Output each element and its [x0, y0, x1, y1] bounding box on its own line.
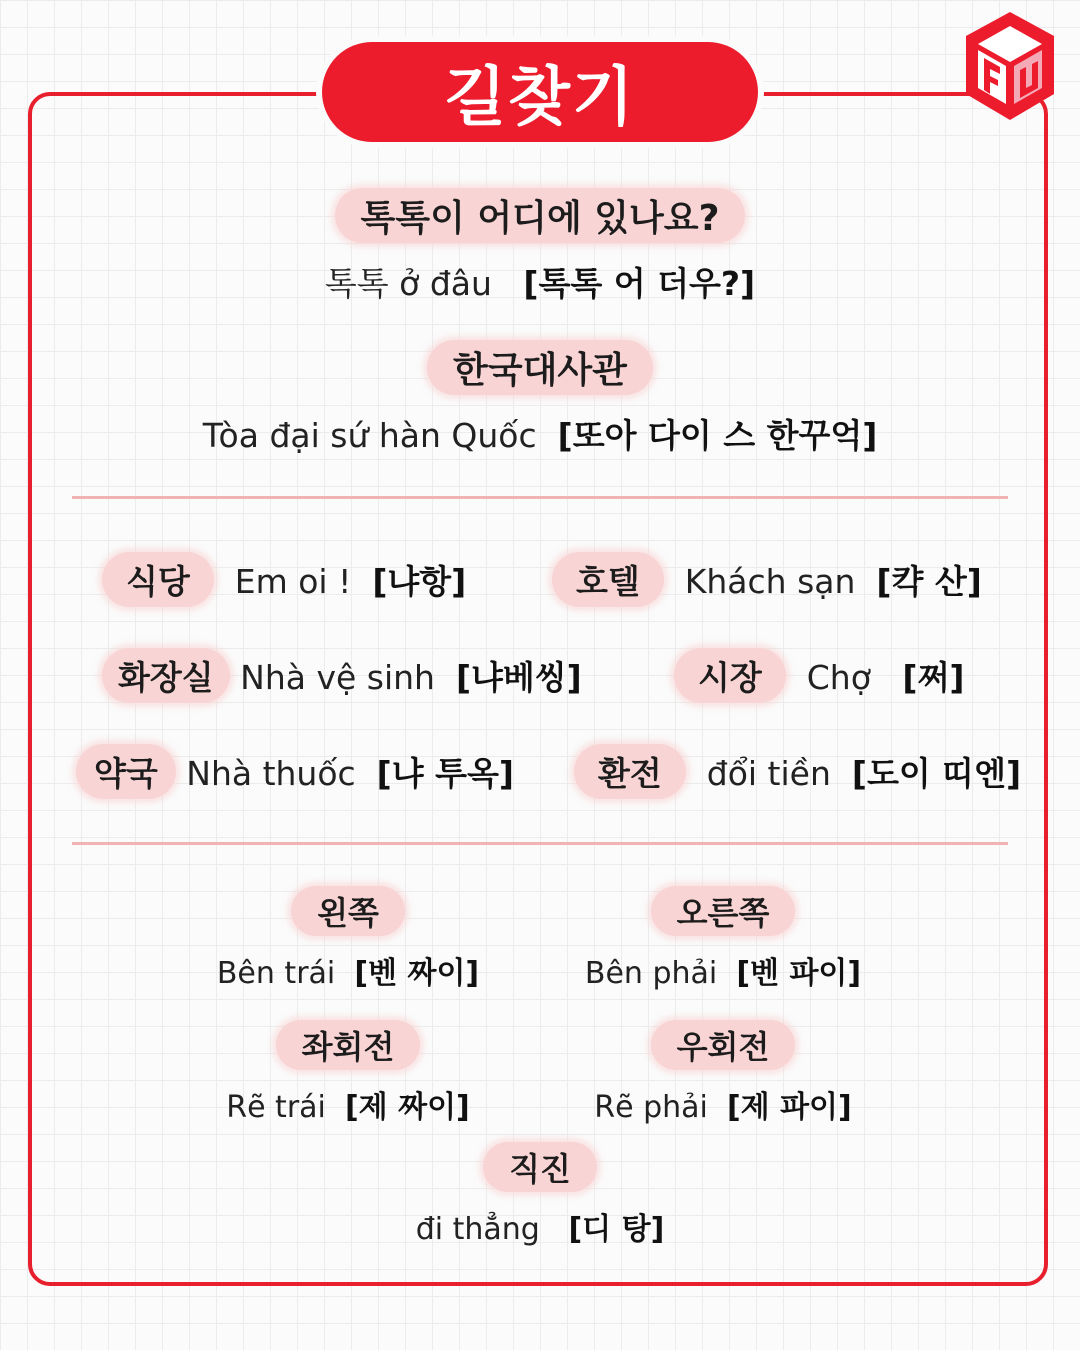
direction-pronunciation: [제 짜이]: [344, 1090, 470, 1125]
direction-pronunciation: [제 파이]: [726, 1090, 852, 1125]
direction-pronunciation: [디 탕]: [568, 1212, 665, 1247]
vocab-pronunciation: [냐베씽]: [455, 658, 582, 697]
vocab-vietnamese: Khách sạn: [684, 562, 856, 601]
vocab-korean: 환전: [574, 744, 686, 799]
direction-korean: 오른쪽: [651, 886, 796, 936]
direction-vietnamese: Bên trái: [216, 956, 336, 991]
direction-vietnamese: đi thẳng: [415, 1212, 540, 1247]
vocab-pronunciation: [냐 투옥]: [376, 754, 514, 793]
vocab-vietnamese: Em oi !: [234, 562, 352, 601]
question-1-korean-row: [0, 188, 1080, 243]
vocab-vietnamese: Nhà vệ sinh: [240, 658, 435, 697]
direction-right: [538, 886, 908, 992]
direction-vietnamese: Rẽ phải: [594, 1090, 708, 1125]
direction-right-turn: [538, 1020, 908, 1126]
divider-2: [72, 842, 1008, 845]
vocab-pronunciation: [캭 산]: [876, 562, 982, 601]
direction-vietnamese: Rẽ trái: [226, 1090, 326, 1125]
direction-korean: 왼쪽: [291, 886, 405, 936]
vocab-korean: 식당: [102, 552, 214, 607]
vocab-vietnamese: Nhà thuốc: [186, 754, 356, 793]
direction-pronunciation: [벤 파이]: [736, 956, 862, 991]
vocab-vietnamese: Chợ: [806, 658, 871, 697]
vocab-item-hotel: [552, 552, 982, 607]
question-2-korean-row: [0, 340, 1080, 395]
direction-vietnamese: Bên phải: [584, 956, 718, 991]
question-2-korean: 한국대사관: [427, 340, 653, 395]
question-2-translation: [0, 410, 1080, 457]
vocab-item-restaurant: [102, 552, 466, 607]
vocab-pronunciation: [도이 띠엔]: [851, 754, 1022, 793]
question-1-korean: 톡톡이 어디에 있나요?: [335, 188, 746, 243]
vocab-item-exchange: [574, 744, 1021, 799]
vocab-korean: 약국: [76, 744, 176, 799]
vocab-korean: 호텔: [552, 552, 664, 607]
fu-cube-logo-icon: [962, 8, 1058, 126]
vocab-item-market: [674, 648, 964, 703]
vocab-vietnamese: đổi tiền: [706, 754, 831, 793]
page-title: 길찾기: [322, 42, 758, 142]
vocab-korean: 화장실: [102, 648, 230, 703]
direction-straight: [0, 1142, 1080, 1248]
question-1-pronunciation: [톡톡 어 더우?]: [523, 264, 756, 303]
vocab-korean: 시장: [674, 648, 786, 703]
question-2-vietnamese: Tòa đại sứ hàn Quốc: [202, 416, 537, 455]
direction-pronunciation: [벤 짜이]: [354, 956, 480, 991]
question-2-pronunciation: [또아 다이 스 한꾸억]: [557, 416, 878, 455]
divider-1: [72, 496, 1008, 499]
direction-left: [163, 886, 533, 992]
question-1-vietnamese: 톡톡 ở đâu: [324, 264, 492, 303]
direction-left-turn: [163, 1020, 533, 1126]
direction-korean: 우회전: [651, 1020, 796, 1070]
vocab-pronunciation: [냐항]: [372, 562, 467, 601]
vocab-item-restroom: [102, 648, 582, 703]
vocab-pronunciation: [쩌]: [902, 658, 965, 697]
vocab-item-pharmacy: [76, 744, 514, 799]
question-1-translation: [0, 258, 1080, 305]
direction-korean: 좌회전: [276, 1020, 421, 1070]
direction-korean: 직진: [483, 1142, 597, 1192]
